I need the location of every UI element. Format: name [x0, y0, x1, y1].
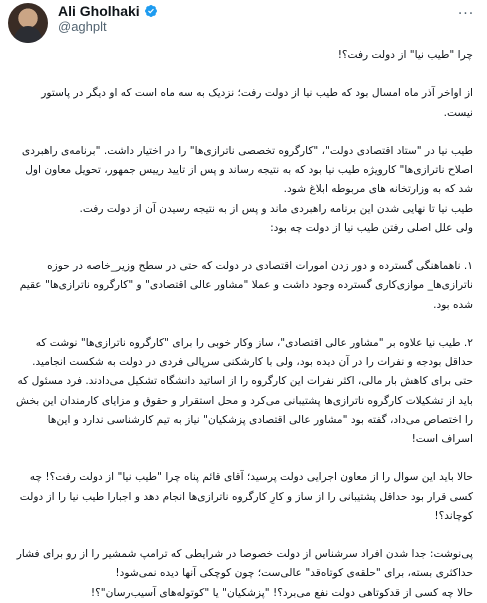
post-paragraph: چرا "طیب نیا" از دولت رفت؟!: [337, 49, 473, 61]
more-options-icon[interactable]: ···: [457, 6, 475, 22]
post-paragraph: حالا چه کسی از قدکوتاهی دولت نفع می‌برد؟! "پزشکیان" یا "کوتوله‌های آسیب‌رسان"؟!: [90, 586, 473, 599]
post-paragraph: پی‌نوشت: جدا شدن افراد سرشناس از دولت خصوصا در شرایطی که ترامپ شمشیر را از رو برای فشار حداکثری بسته، برای "حلقه‌ی کوتاه‌قد" عالی‌ست؛ چون کوچکی آنها دیده نمی‌شود!: [16, 548, 473, 580]
post-paragraph: از اواخر آذر ماه امسال بود که طیب نیا از دولت رفت؛ نزدیک به سه ماه است که او دیگر در پاستور نیست.: [41, 87, 473, 119]
post-paragraph: طیب نیا تا نهایی شدن این برنامه راهبردی ماند و پس از به نتیجه رسیدن آن از دولت رفت.: [79, 202, 473, 215]
paragraph-gap: [14, 65, 473, 84]
paragraph-gap: [14, 238, 473, 257]
post-paragraph: ۲. طیب نیا علاوه بر "مشاور عالی اقتصادی"، ساز وکار خوبی را برای "کارگروه ناترازی‌ها" نوشت که حداقل بودجه و نفرات را در آن دیده بود، ولی با کارشکنی سرپالی فردی در دولت به شکست انجامید. حتی برای کاهش بار مالی، اکثر نفرات این کارگروه را از اساتید دانشگاه تشکیل می‌دادند. فرد مسئول که باید از تشکیلات کارگروه ناترازی‌ها پشتیبانی می‌کرد و محل استقرار و حقوق و مزایای کارمندان این بخش را اختصاص می‌داد، گفته بود "مشاور عالی اقتصادی پزشکیان" نیاز به تیم کارشناسی ندارد و این‌ها اسراف است!: [15, 336, 473, 445]
paragraph-gap: [14, 123, 473, 142]
author-handle[interactable]: @aghplt: [58, 19, 107, 34]
paragraph-gap: [14, 315, 473, 334]
post-paragraph: ۱. ناهماهنگی گسترده و دور زدن امورات اقتصادی در دولت که حتی در سطح وزیر_خاصه در حوزه ناترازی‌ها_ موازی‌کاری گسترده وجود داشت و عملا "مشاور عالی اقتصادی" و "کارگروه ناترازی‌ها" عقیم شده بود.: [19, 260, 473, 311]
paragraph-gap: [14, 526, 473, 545]
post-header: [0, 0, 487, 36]
post-paragraph: حالا باید این سوال را از معاون اجرایی دولت پرسید؛ آقای قائم پناه چرا "طیب نیا" از دولت رفت؟! چه کسی قرار بود حداقل پشتیبانی را از ساز و کارِ کارگروه ناترازی‌ها انجام دهد و اجبارا طیب نیا را از دولت کوچاند؟!: [19, 471, 473, 522]
paragraph-gap: [14, 449, 473, 468]
verified-badge-icon: [144, 4, 158, 18]
post-paragraph: طیب نیا در "ستاد اقتصادی دولت"، "کارگروه تخصصی ناترازی‌ها" را در اختیار داشت. "برنامه‌ی راهبردی اصلاح ناترازی‌ها" کارویژه طیب نیا بود که به نتیجه رساند و پس از تایید رییس جمهور، تحویل معاون اول شد که به وزارتخانه های مربوطه ابلاغ شود.: [21, 144, 473, 196]
author-name[interactable]: Ali Gholhaki: [58, 3, 140, 19]
author-name-row: [58, 3, 158, 19]
post-text: [0, 46, 487, 603]
post-paragraph: ولی علل اصلی رفتن طیب نیا از دولت چه بود:: [270, 221, 473, 234]
avatar[interactable]: [8, 3, 48, 43]
